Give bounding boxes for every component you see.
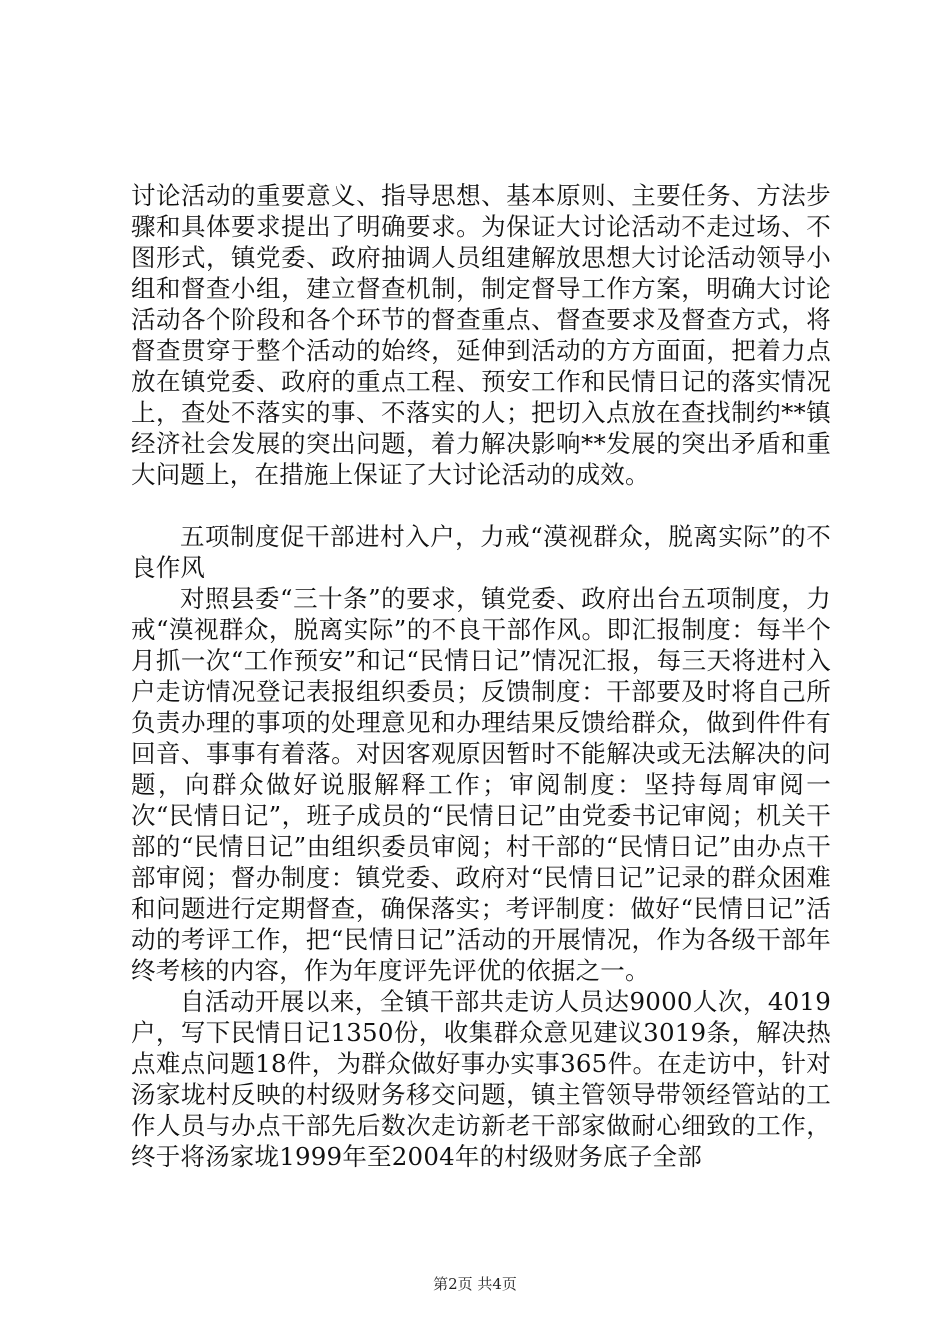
section-heading: 五项制度促干部进村入户，力戒“漠视群众，脱离实际”的不良作风 xyxy=(131,522,831,582)
page-footer: 第2页 共4页 xyxy=(433,1275,517,1293)
paragraph-spacer xyxy=(131,490,831,521)
paragraph-continuation: 讨论活动的重要意义、指导思想、基本原则、主要任务、方法步骤和具体要求提出了明确要求。为保证大讨论活动不走过场、不图形式，镇党委、政府抽调人员组建解放思想大讨论活动领导小组和督查小组，建立督查机制，制定督导工作方案，明确大讨论活动各个阶段和各个环节的督查重点、督查要求及督查方式，将督查贯穿于整个活动的始终，延伸到活动的方方面面，把着力点放在镇党委、政府的重点工程、预安工作和民情日记的落实情况上，查处不落实的事、不落实的人；把切入点放在查找制约**镇经济社会发展的突出问题，着力解决影响**发展的突出矛盾和重大问题上，在措施上保证了大讨论活动的成效。 xyxy=(131,181,831,489)
paragraph-results: 自活动开展以来，全镇干部共走访人员达9000人次，4019户，写下民情日记1350份，收集群众意见建议3019条，解决热点难点问题18件，为群众做好事办实事365件。在走访中，针对汤家垅村反映的村级财务移交问题，镇主管领导带领经管站的工作人员与办点干部先后数次走访新老干部家做耐心细致的工作，终于将汤家垅1999年至2004年的村级财务底子全部 xyxy=(131,987,831,1171)
paragraph-five-systems: 对照县委“三十条”的要求，镇党委、政府出台五项制度，力戒“漠视群众，脱离实际”的不良干部作风。即汇报制度：每半个月抓一次“工作预安”和记“民情日记”情况汇报，每三天将进村入户走访情况登记表报组织委员；反馈制度：干部要及时将自己所负责办理的事项的处理意见和办理结果反馈给群众，做到件件有回音、事事有着落。对因客观原因暂时不能解决或无法解决的问题，向群众做好说服解释工作；审阅制度：坚持每周审阅一次“民情日记”，班子成员的“民情日记”由党委书记审阅；机关干部的“民情日记”由组织委员审阅；村干部的“民情日记”由办点干部审阅；督办制度：镇党委、政府对“民情日记”记录的群众困难和问题进行定期督查，确保落实；考评制度：做好“民情日记”活动的考评工作，把“民情日记”活动的开展情况，作为各级干部年终考核的内容，作为年度评先评优的依据之一。 xyxy=(131,584,831,985)
body-text xyxy=(131,180,831,1172)
